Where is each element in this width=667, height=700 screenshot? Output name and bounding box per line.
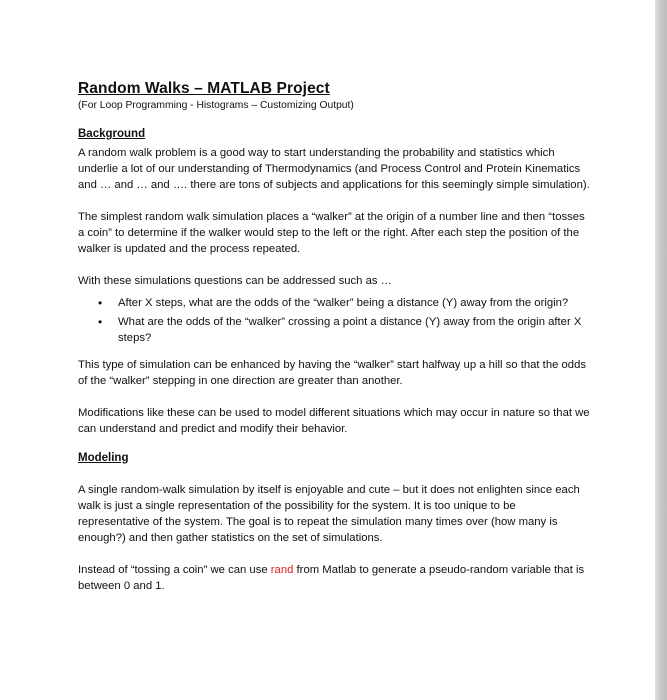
modeling-paragraph-1: A single random-walk simulation by itself is enjoyable and cute – but it does not enlighten since each walk is just a single representation of the possibility for the system. It is too unique to be representative of the system. The goal is to repeat the simulation many times over (how many is enough?) and then gather statistics on the set of simulations. — [78, 484, 580, 544]
background-paragraph-4: Modifications like these can be used to model different situations which may occur in nature so that we can understand and predict and modify their behavior. — [78, 407, 590, 435]
background-paragraph-3: This type of simulation can be enhanced by having the “walker” start halfway up a hill so that the odds of the “walker” stepping in one direction are greater than another. — [78, 359, 587, 387]
bullet-icon: • — [98, 296, 103, 310]
bullet-icon: • — [98, 315, 103, 329]
modeling-paragraph-2-end: from Matlab to generate a pseudo-random variable that is between 0 and 1. — [78, 564, 585, 592]
background-paragraph-1: A random walk problem is a good way to start understanding the probability and statistics which underlie a lot of our understanding of Thermodynamics (and Process Control and Protein Kinematics and … and … and …. there are tons of subjects and applications for this seemingly simple simulation). — [78, 147, 590, 191]
document-subtitle: (For Loop Programming - Histograms – Customizing Output) — [78, 100, 354, 111]
list-item-text: After X steps, what are the odds of the “walker” being a distance (Y) away from the origin? — [118, 297, 569, 309]
questions-list — [78, 295, 590, 346]
list-item — [78, 314, 590, 346]
document-title: Random Walks – MATLAB Project — [78, 80, 330, 97]
document-content — [78, 80, 590, 594]
section-heading-background: Background — [78, 128, 146, 140]
section-heading-modeling: Modeling — [78, 452, 129, 464]
modeling-paragraph-2-start: Instead of “tossing a coin” we can use — [78, 564, 271, 576]
rand-keyword: rand — [270, 564, 294, 576]
list-item — [78, 295, 590, 311]
background-paragraph-2: The simplest random walk simulation places a “walker” at the origin of a number line and then “tosses a coin” to determine if the walker would step to the left or the right. After each step the position of the walker is updated and the process repeated. — [78, 211, 585, 255]
questions-lead-text: With these simulations questions can be addressed such as … — [78, 275, 392, 287]
list-item-text: What are the odds of the “walker” crossing a point a distance (Y) away from the origin after X steps? — [118, 316, 582, 344]
modeling-paragraph-2 — [78, 562, 590, 594]
page-edge-shadow — [655, 0, 667, 700]
